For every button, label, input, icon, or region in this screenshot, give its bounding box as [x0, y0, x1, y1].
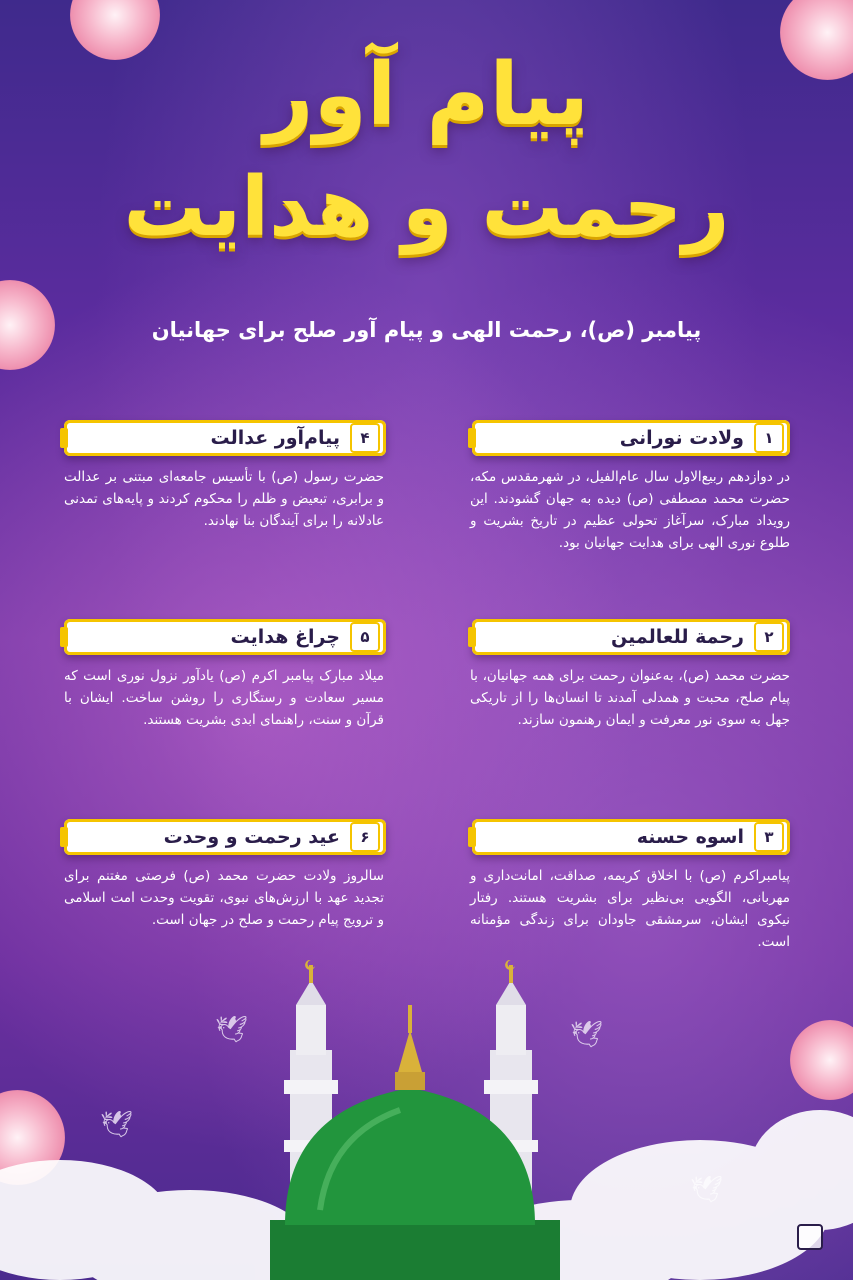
title-line-2: رحمت و هدایت — [123, 160, 730, 255]
card-header-1 — [472, 420, 790, 456]
bird-icon: 🕊 — [100, 1110, 134, 1140]
card-title: پیام‌آور عدالت — [210, 427, 340, 449]
card-number: ۲ — [754, 622, 784, 652]
card-body-2: حضرت محمد (ص)، به‌عنوان رحمت برای همه جهانیان، با پیام صلح، محبت و همدلی آمدند تا انسان‌ها را از تاریکی جهل به سوی نور معرفت و ایمان رهنمون سازند. — [470, 668, 790, 728]
bird-icon: 🕊 — [215, 1015, 249, 1045]
card-number: ۵ — [350, 622, 380, 652]
card-header-6 — [64, 819, 386, 855]
card-body-6: سالروز ولادت حضرت محمد (ص) فرصتی مغتنم برای تجدید عهد با ارزش‌های نبوی، تقویت وحدت امت اسلامی و ترویج پیام رحمت و صلح در جهان است. — [64, 868, 384, 928]
card-body-1: در دوازدهم ربیع‌الاول سال عام‌الفیل، در شهرمقدس مکه، حضرت محمد مصطفی (ص) دیده به جهان گشودند. این رویداد مبارک، سرآغاز تحولی عظیم در تاریخ بشریت و طلوع نوری الهی برای هدایت جهانیان بود. — [470, 469, 790, 551]
card-title: اسوه حسنه — [636, 826, 744, 848]
card-body-3: پیامبراکرم (ص) با اخلاق کریمه، صداقت، امانت‌داری و مهربانی، الگویی بی‌نظیر برای بشریت هستند. رفتار نیکوی ایشان، سرمشقی جاودان برای زندگی مؤمنانه است. — [470, 868, 790, 950]
card-header-2 — [472, 619, 790, 655]
card-header-5 — [64, 619, 386, 655]
card-title: عید رحمت و وحدت — [163, 826, 340, 848]
card-header-4 — [64, 420, 386, 456]
card-number: ۳ — [754, 822, 784, 852]
card-header-3 — [472, 819, 790, 855]
card-number: ۶ — [350, 822, 380, 852]
card-title: ولادت نورانی — [619, 427, 744, 449]
mosque-illustration — [0, 960, 853, 1280]
card-body-5: میلاد مبارک پیامبر اکرم (ص) یادآور نزول نوری است که مسیر سعادت و رستگاری را روشن ساخت. ایشان با قرآن و سنت، راهنمای ابدی بشریت هستند. — [64, 668, 384, 728]
card-title: رحمة للعالمین — [611, 626, 744, 648]
card-title: چراغ هدایت — [230, 626, 340, 648]
card-body-4: حضرت رسول (ص) با تأسیس جامعه‌ای مبتنی بر عدالت و برابری، تبعیض و ظلم را محکوم کردند و پایه‌های تمدنی عادلانه را برای آیندگان بنا نهادند. — [64, 469, 384, 529]
card-number: ۱ — [754, 423, 784, 453]
logo-icon — [797, 1224, 823, 1250]
bird-icon: 🕊 — [570, 1020, 604, 1050]
subtitle: پیامبر (ص)، رحمت الهی و پیام آور صلح برای جهانیان — [151, 318, 702, 342]
card-number: ۴ — [350, 423, 380, 453]
title-line-1: پیام آور — [263, 45, 590, 145]
